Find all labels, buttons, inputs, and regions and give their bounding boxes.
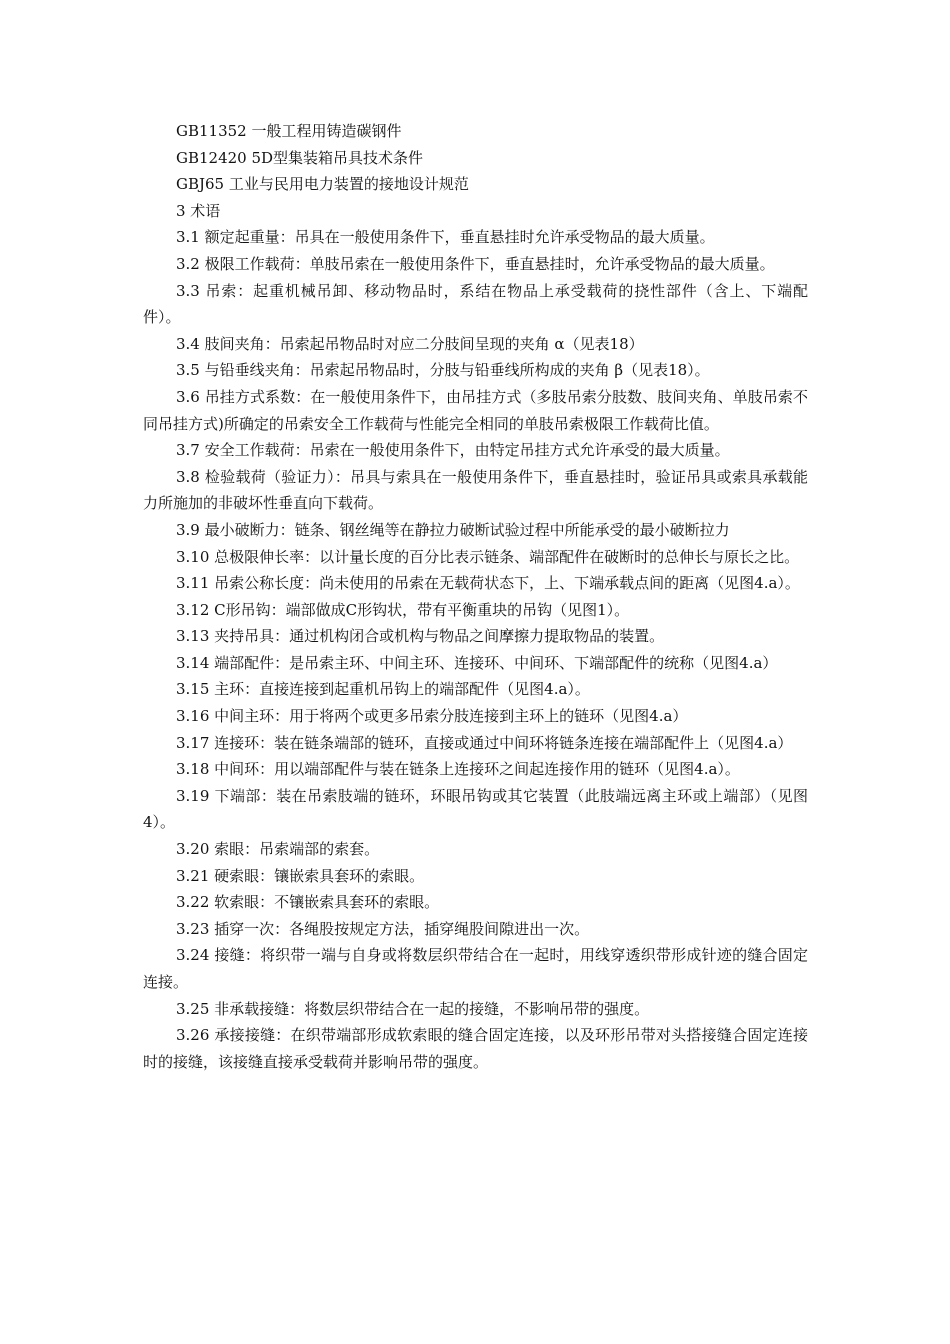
paragraph-standard-gbj65: GBJ65 工业与民用电力装置的接地设计规范 xyxy=(176,175,469,194)
term-3-18: 3.18 中间环：用以端部配件与装在链条上连接环之间起连接作用的链环（见图4.a）。 xyxy=(176,760,740,779)
term-3-26: 3.26 承接接缝：在织带端部形成软索眼的缝合固定连接，以及环形吊带对头搭接缝合固定连接时的接缝，该接缝直接承受载荷并影响吊带的强度。 xyxy=(143,1026,808,1071)
term-3-17: 3.17 连接环：装在链条端部的链环，直接或通过中间环将链条连接在端部配件上（见图4.a） xyxy=(176,733,793,752)
term-3-5: 3.5 与铅垂线夹角：吊索起吊物品时，分肢与铅垂线所构成的夹角 β（见表18）。 xyxy=(176,361,710,380)
term-3-22: 3.22 软索眼：不镶嵌索具套环的索眼。 xyxy=(176,893,440,912)
term-3-10: 3.10 总极限伸长率：以计量长度的百分比表示链条、端部配件在破断时的总伸长与原长之比。 xyxy=(176,547,800,566)
document-body xyxy=(143,118,808,1075)
term-3-2: 3.2 极限工作载荷：单肢吊索在一般使用条件下，垂直悬挂时，允许承受物品的最大质量。 xyxy=(176,254,775,273)
term-3-15: 3.15 主环：直接连接到起重机吊钩上的端部配件（见图4.a）。 xyxy=(176,680,590,699)
term-3-8: 3.8 检验载荷（验证力）：吊具与索具在一般使用条件下，垂直悬挂时，验证吊具或索具承载能力所施加的非破坏性垂直向下载荷。 xyxy=(143,467,808,513)
section-heading-terms: 3 术语 xyxy=(176,201,221,220)
term-3-11: 3.11 吊索公称长度：尚未使用的吊索在无载荷状态下，上、下端承载点间的距离（见图4.a）。 xyxy=(176,574,800,593)
term-3-13: 3.13 夹持吊具：通过机构闭合或机构与物品之间摩擦力提取物品的装置。 xyxy=(176,627,665,646)
term-3-23: 3.23 插穿一次：各绳股按规定方法，插穿绳股间隙进出一次。 xyxy=(176,919,590,938)
term-3-24: 3.24 接缝：将织带一端与自身或将数层织带结合在一起时，用线穿透织带形成针迹的缝合固定连接。 xyxy=(143,946,808,991)
term-3-1: 3.1 额定起重量：吊具在一般使用条件下，垂直悬挂时允许承受物品的最大质量。 xyxy=(176,228,715,247)
term-3-25: 3.25 非承载接缝：将数层织带结合在一起的接缝，不影响吊带的强度。 xyxy=(176,999,650,1018)
term-3-21: 3.21 硬索眼：镶嵌索具套环的索眼。 xyxy=(176,866,425,885)
term-3-4: 3.4 肢间夹角：吊索起吊物品时对应二分肢间呈现的夹角 α（见表18） xyxy=(176,334,644,353)
term-3-20: 3.20 索眼：吊索端部的索套。 xyxy=(176,840,380,859)
term-3-7: 3.7 安全工作载荷：吊索在一般使用条件下，由特定吊挂方式允许承受的最大质量。 xyxy=(176,441,730,460)
term-3-6: 3.6 吊挂方式系数：在一般使用条件下，由吊挂方式（多肢吊索分肢数、肢间夹角、单肢吊索不同吊挂方式)所确定的吊索安全工作载荷与性能完全相同的单肢吊索极限工作载荷比值。 xyxy=(143,387,808,433)
term-3-16: 3.16 中间主环：用于将两个或更多吊索分肢连接到主环上的链环（见图4.a） xyxy=(176,707,688,726)
term-3-9: 3.9 最小破断力：链条、钢丝绳等在静拉力破断试验过程中所能承受的最小破断拉力 xyxy=(176,520,730,539)
term-3-14: 3.14 端部配件：是吊索主环、中间主环、连接环、中间环、下端部配件的统称（见图4.a） xyxy=(176,653,778,672)
term-3-12: 3.12 C形吊钩：端部做成C形钩状，带有平衡重块的吊钩（见图1）。 xyxy=(176,600,630,619)
term-3-3: 3.3 吊索：起重机械吊卸、移动物品时，系结在物品上承受载荷的挠性部件（含上、下端配件）。 xyxy=(143,281,808,327)
paragraph-standard-gb12420: GB12420 5D型集装箱吊具技术条件 xyxy=(176,148,424,167)
term-3-19: 3.19 下端部：装在吊索肢端的链环，环眼吊钩或其它装置（此肢端远离主环或上端部）（见图4）。 xyxy=(143,786,808,832)
paragraph-standard-gb11352: GB11352 一般工程用铸造碳钢件 xyxy=(176,122,402,140)
